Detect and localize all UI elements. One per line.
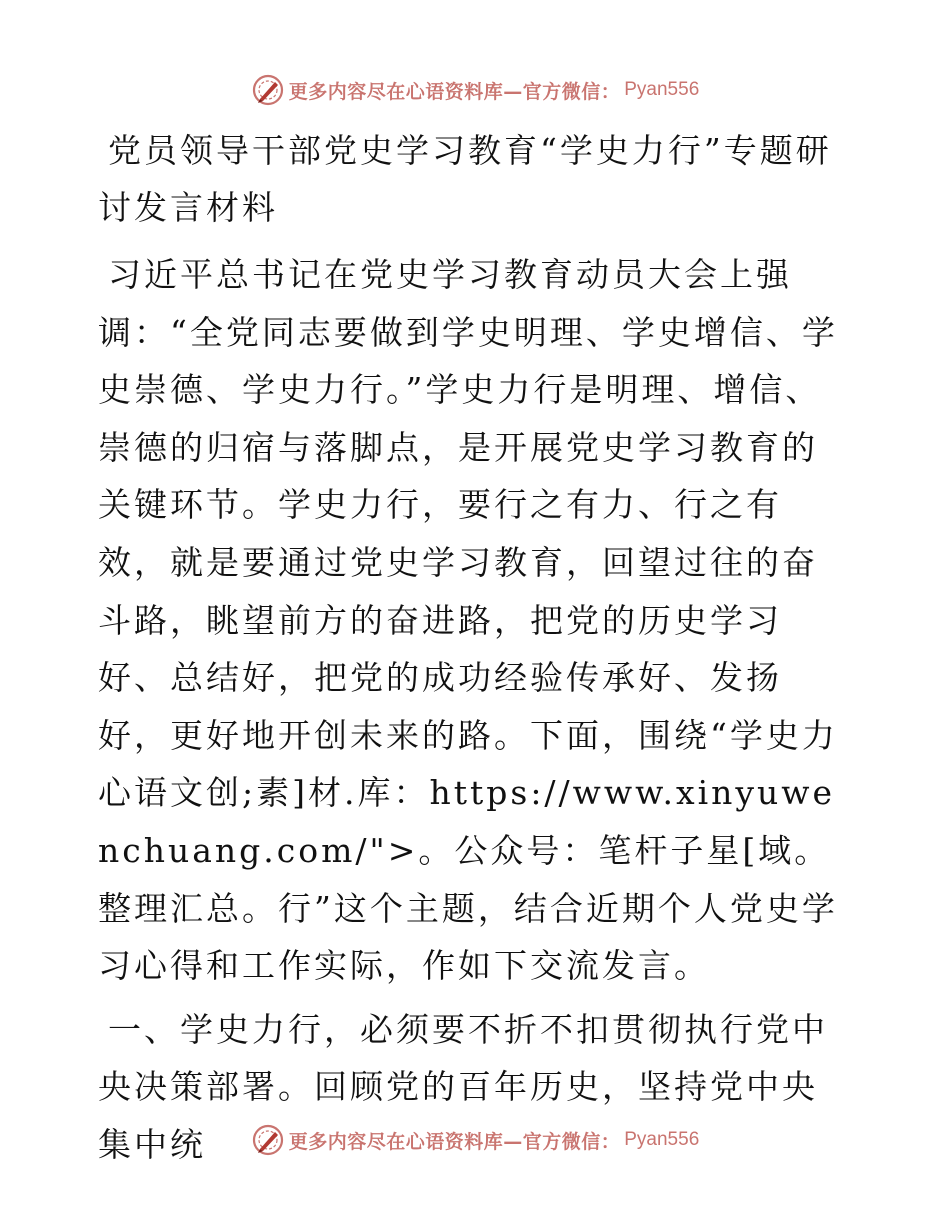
- banner-text: 更多内容尽在心语资料库—官方微信：: [288, 1130, 621, 1153]
- document-title: 党员领导干部党史学习教育“学史力行”专题研讨发言材料: [98, 131, 832, 227]
- paragraph-intro: 习近平总书记在党史学习教育动员大会上强调：“全党同志要做到学史明理、学史增信、学史崇德、学史力行。”学史力行是明理、增信、崇德的归宿与落脚点，是开展党史学习教育的关键环节。学史力行，要行之有力、行之有效，就是要通过党史学习教育，回望过往的奋斗路，眺望前方的奋进路，把党的历史学习好、总结好，把党的成功经验传承好、发扬好，更好地开创未来的路。下面，围绕“学史力心语文创;素]材.库：https://www.xinyuwenchuang.com/">。公众号：笔杆子星[域。整理汇总。行”这个主题，结合近期个人党史学习心得和工作实际，作如下交流发言。: [98, 255, 838, 986]
- banner-text: 更多内容尽在心语资料库—官方微信：: [288, 80, 621, 103]
- quill-logo-icon: [251, 1123, 285, 1157]
- wechat-id: Pyan556: [624, 1129, 700, 1150]
- header-watermark-banner: [0, 70, 950, 110]
- document-body: [98, 122, 848, 1180]
- paragraph-section-one: 一、学史力行，必须要不折不扣贯彻执行党中央决策部署。回顾党的百年历史，坚持党中央集中统: [98, 1009, 828, 1164]
- wechat-id: Pyan556: [624, 79, 700, 100]
- footer-watermark-banner: [0, 1120, 950, 1160]
- quill-logo-icon: [251, 73, 285, 107]
